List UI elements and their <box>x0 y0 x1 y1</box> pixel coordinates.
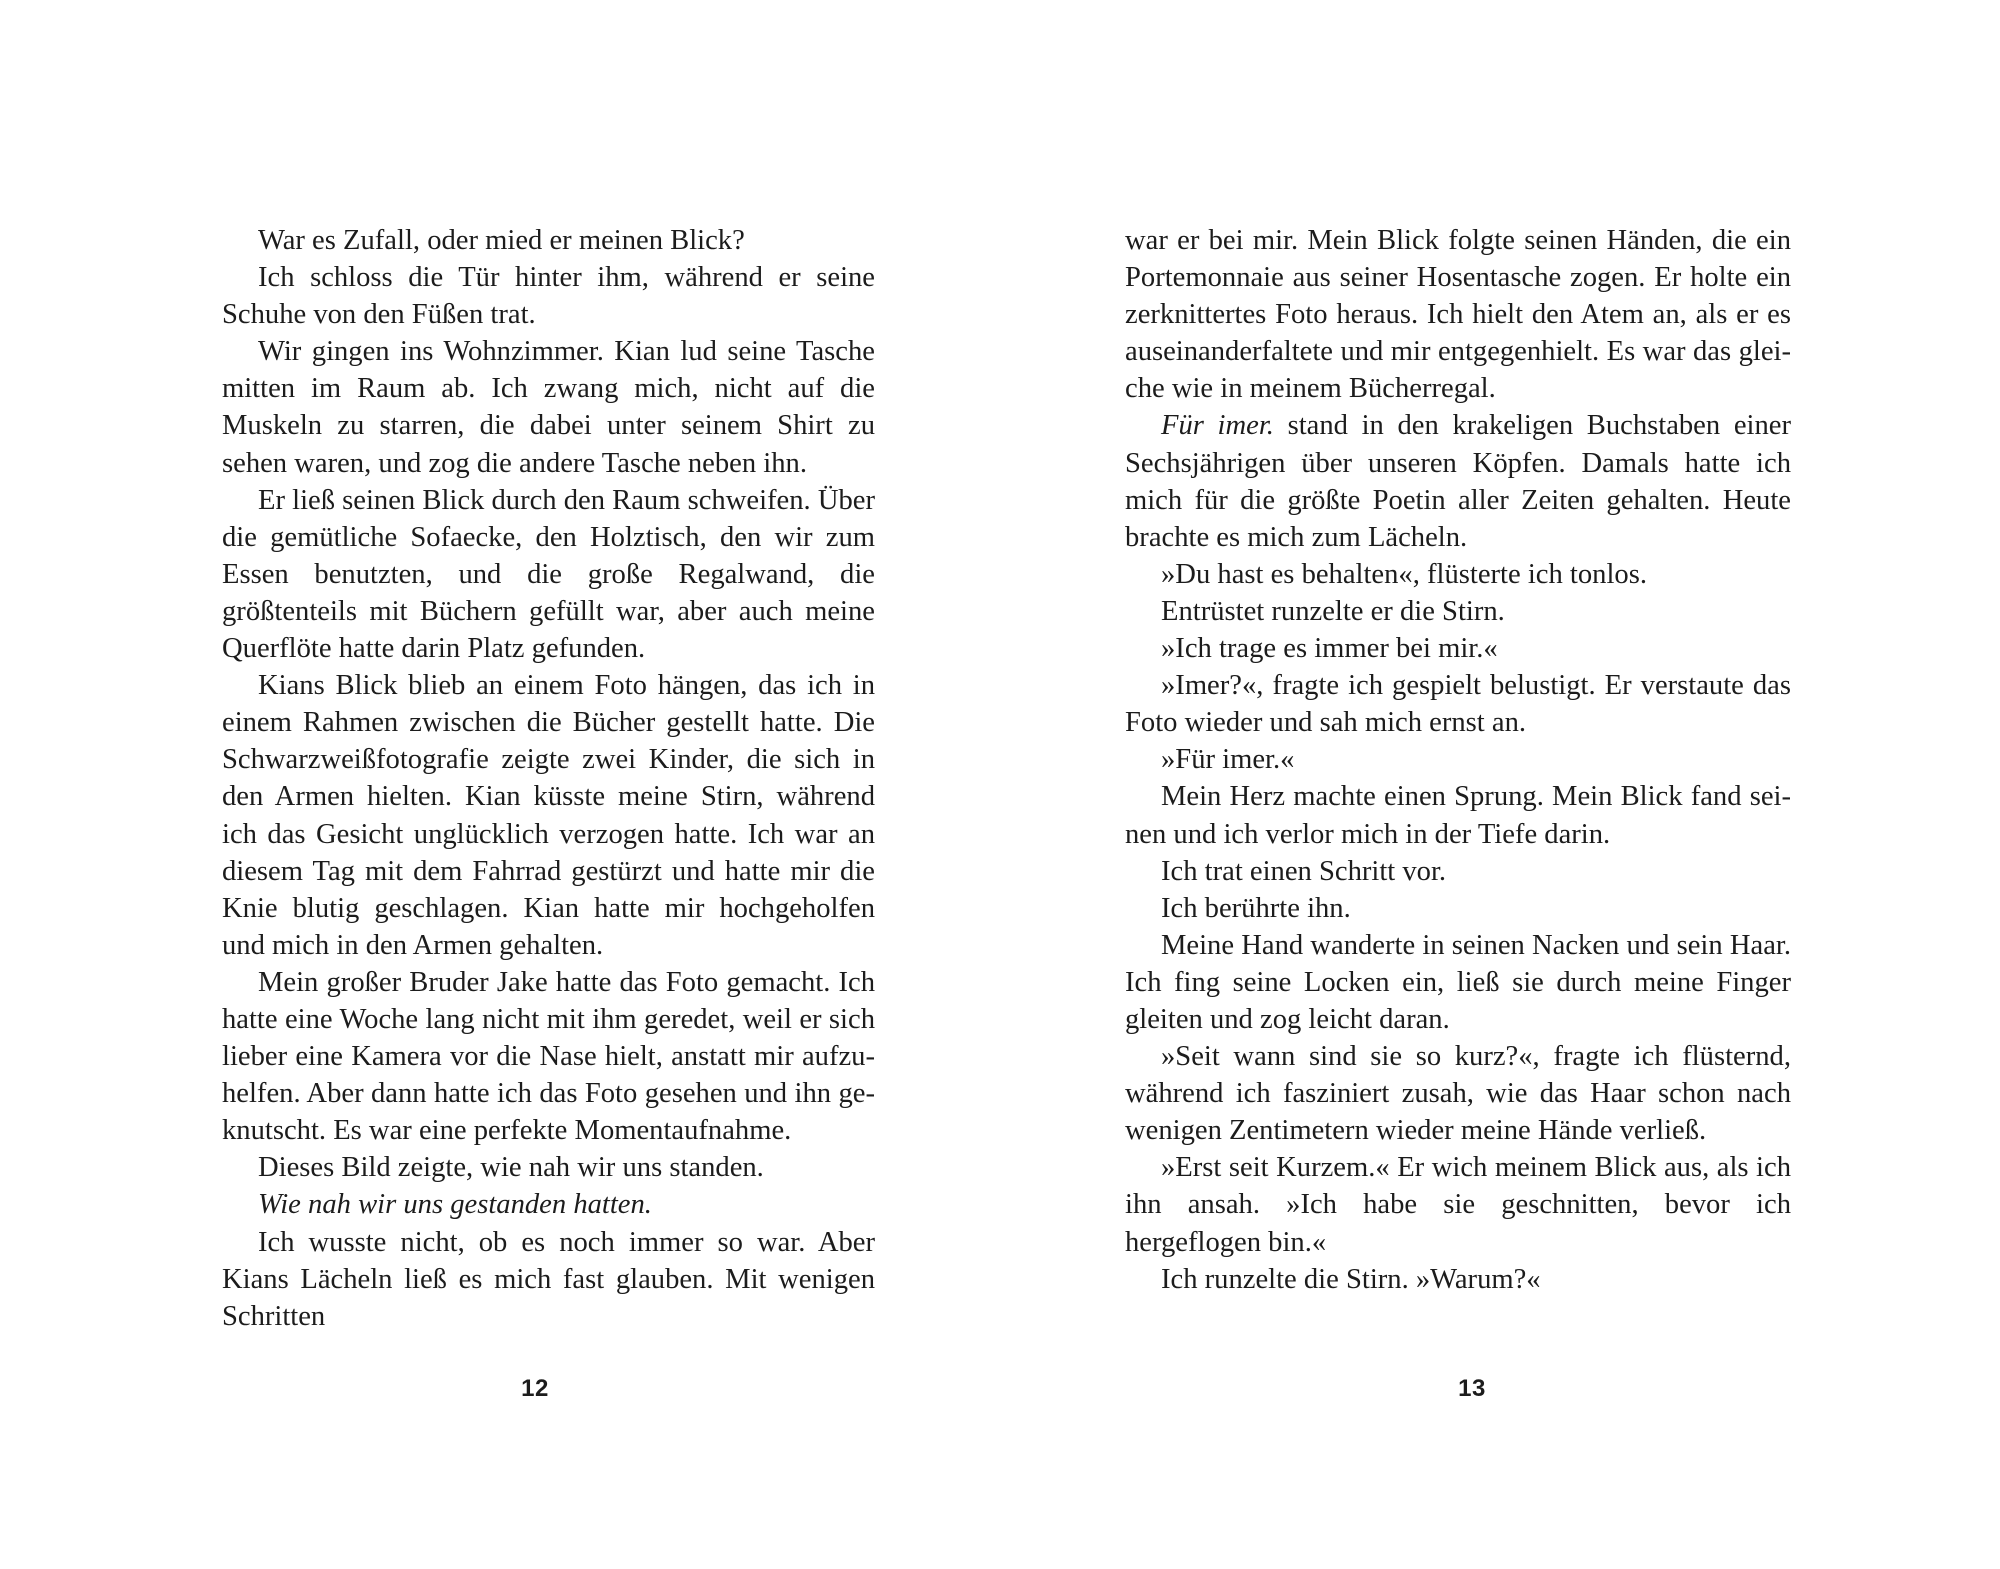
right-paragraph-5: »Ich trage es immer bei mir.« <box>1161 633 1498 665</box>
right-page-text <box>1125 222 1791 1298</box>
left-paragraph-9: Ich wusste nicht, ob es noch immer so war. Aber Kians Lächeln ließ es mich fast glauben. Mit wenigen Schritten <box>222 1226 875 1332</box>
left-paragraph-5: Kians Blick blieb an einem Foto hängen, das ich in einem Rahmen zwischen die Bücher gestellt hatte. Die Schwarzweißfotografie zeigte zwei Kinder, die sich in den Armen hielten. Kian küsste meine Stirn, während ich das Gesicht unglücklich verzogen hatte. Ich war an diesem Tag mit dem Fahrrad gestürzt und hatte mir die Knie blutig geschlagen. Kian hatte mir hochgeholfen und mich in den Armen gehalten. <box>222 670 875 961</box>
page-number-right: 13 <box>1458 1375 1486 1402</box>
right-paragraph-11: Meine Hand wanderte in seinen Nacken und sein Haar. Ich fing seine Locken ein, ließ sie durch meine Finger gleiten und zog leicht daran. <box>1125 929 1791 1035</box>
left-page-text <box>222 222 875 1335</box>
right-paragraph-14: Ich runzelte die Stirn. »Warum?« <box>1161 1263 1541 1295</box>
left-paragraph-7: Dieses Bild zeigte, wie nah wir uns standen. <box>258 1152 764 1184</box>
left-paragraph-2: Ich schloss die Tür hinter ihm, während er seine Schuhe von den Füßen trat. <box>222 262 875 331</box>
right-paragraph-7: »Für imer.« <box>1161 744 1295 776</box>
right-paragraph-4: Entrüstet runzelte er die Stirn. <box>1161 595 1505 627</box>
right-paragraph-2 <box>1125 407 1791 555</box>
right-paragraph-9: Ich trat einen Schritt vor. <box>1161 855 1447 887</box>
left-paragraph-6: Mein großer Bruder Jake hatte das Foto gemacht. Ich hatte eine Woche lang nicht mit ihm geredet, weil er sich lieber eine Kamera vor die Nase hielt, anstatt mir aufzuhelfen. Aber dann hatte ich das Foto gesehen und ihn geknutscht. Es war eine perfekte Momentaufnahme. <box>222 966 875 1147</box>
right-paragraph-1: war er bei mir. Mein Blick folgte seinen Händen, die ein Portemonnaie aus seiner Hosentasche zogen. Er holte ein zerknittertes Foto heraus. Ich hielt den Atem an, als er es auseinanderfaltete und mir entgegenhielt. Es war das gleiche wie in meinem Bücherregal. <box>1125 225 1791 405</box>
page-number-left: 12 <box>521 1375 549 1402</box>
right-paragraph-6: »Imer?«, fragte ich gespielt belustigt. Er verstaute das Foto wieder und sah mich ernst an. <box>1125 670 1791 739</box>
right-paragraph-2-text: stand in den krakeligen Buchstaben einer Sechsjährigen über unseren Köpfen. Damals hatte ich mich für die größte Poetin aller Zeiten gehalten. Heute brachte es mich zum Lächeln. <box>1125 410 1791 553</box>
left-paragraph-3: Wir gingen ins Wohnzimmer. Kian lud seine Tasche mitten im Raum ab. Ich zwang mich, nicht auf die Muskeln zu starren, die dabei unter seinem Shirt zu sehen waren, und zog die andere Tasche neben ihn. <box>222 336 875 479</box>
italic-sentence: Wie nah wir uns gestanden hatten. <box>258 1189 652 1221</box>
right-paragraph-8: Mein Herz machte einen Sprung. Mein Blick fand seinen und ich verlor mich in der Tiefe darin. <box>1125 781 1791 850</box>
left-paragraph-4: Er ließ seinen Blick durch den Raum schweifen. Über die gemütliche Sofaecke, den Holztisch, den wir zum Essen benutzten, und die große Regalwand, die größtenteils mit Büchern gefüllt war, aber auch meine Querflöte hatte darin Platz gefunden. <box>222 484 875 665</box>
right-paragraph-12: »Seit wann sind sie so kurz?«, fragte ich flüsternd, während ich fasziniert zusah, wie das Haar schon nach wenigen Zentimetern wieder meine Hände verließ. <box>1125 1041 1791 1147</box>
right-paragraph-10: Ich berührte ihn. <box>1161 892 1351 924</box>
left-paragraph-8-italic <box>222 1186 875 1223</box>
right-paragraph-13: »Erst seit Kurzem.« Er wich meinem Blick aus, als ich ihn ansah. »Ich habe sie geschnitten, bevor ich hergeflogen bin.« <box>1125 1152 1791 1258</box>
right-paragraph-3: »Du hast es behalten«, flüsterte ich tonlos. <box>1161 558 1647 590</box>
italic-lead: Für imer. <box>1161 410 1274 442</box>
left-paragraph-1: War es Zufall, oder mied er meinen Blick? <box>258 225 745 256</box>
